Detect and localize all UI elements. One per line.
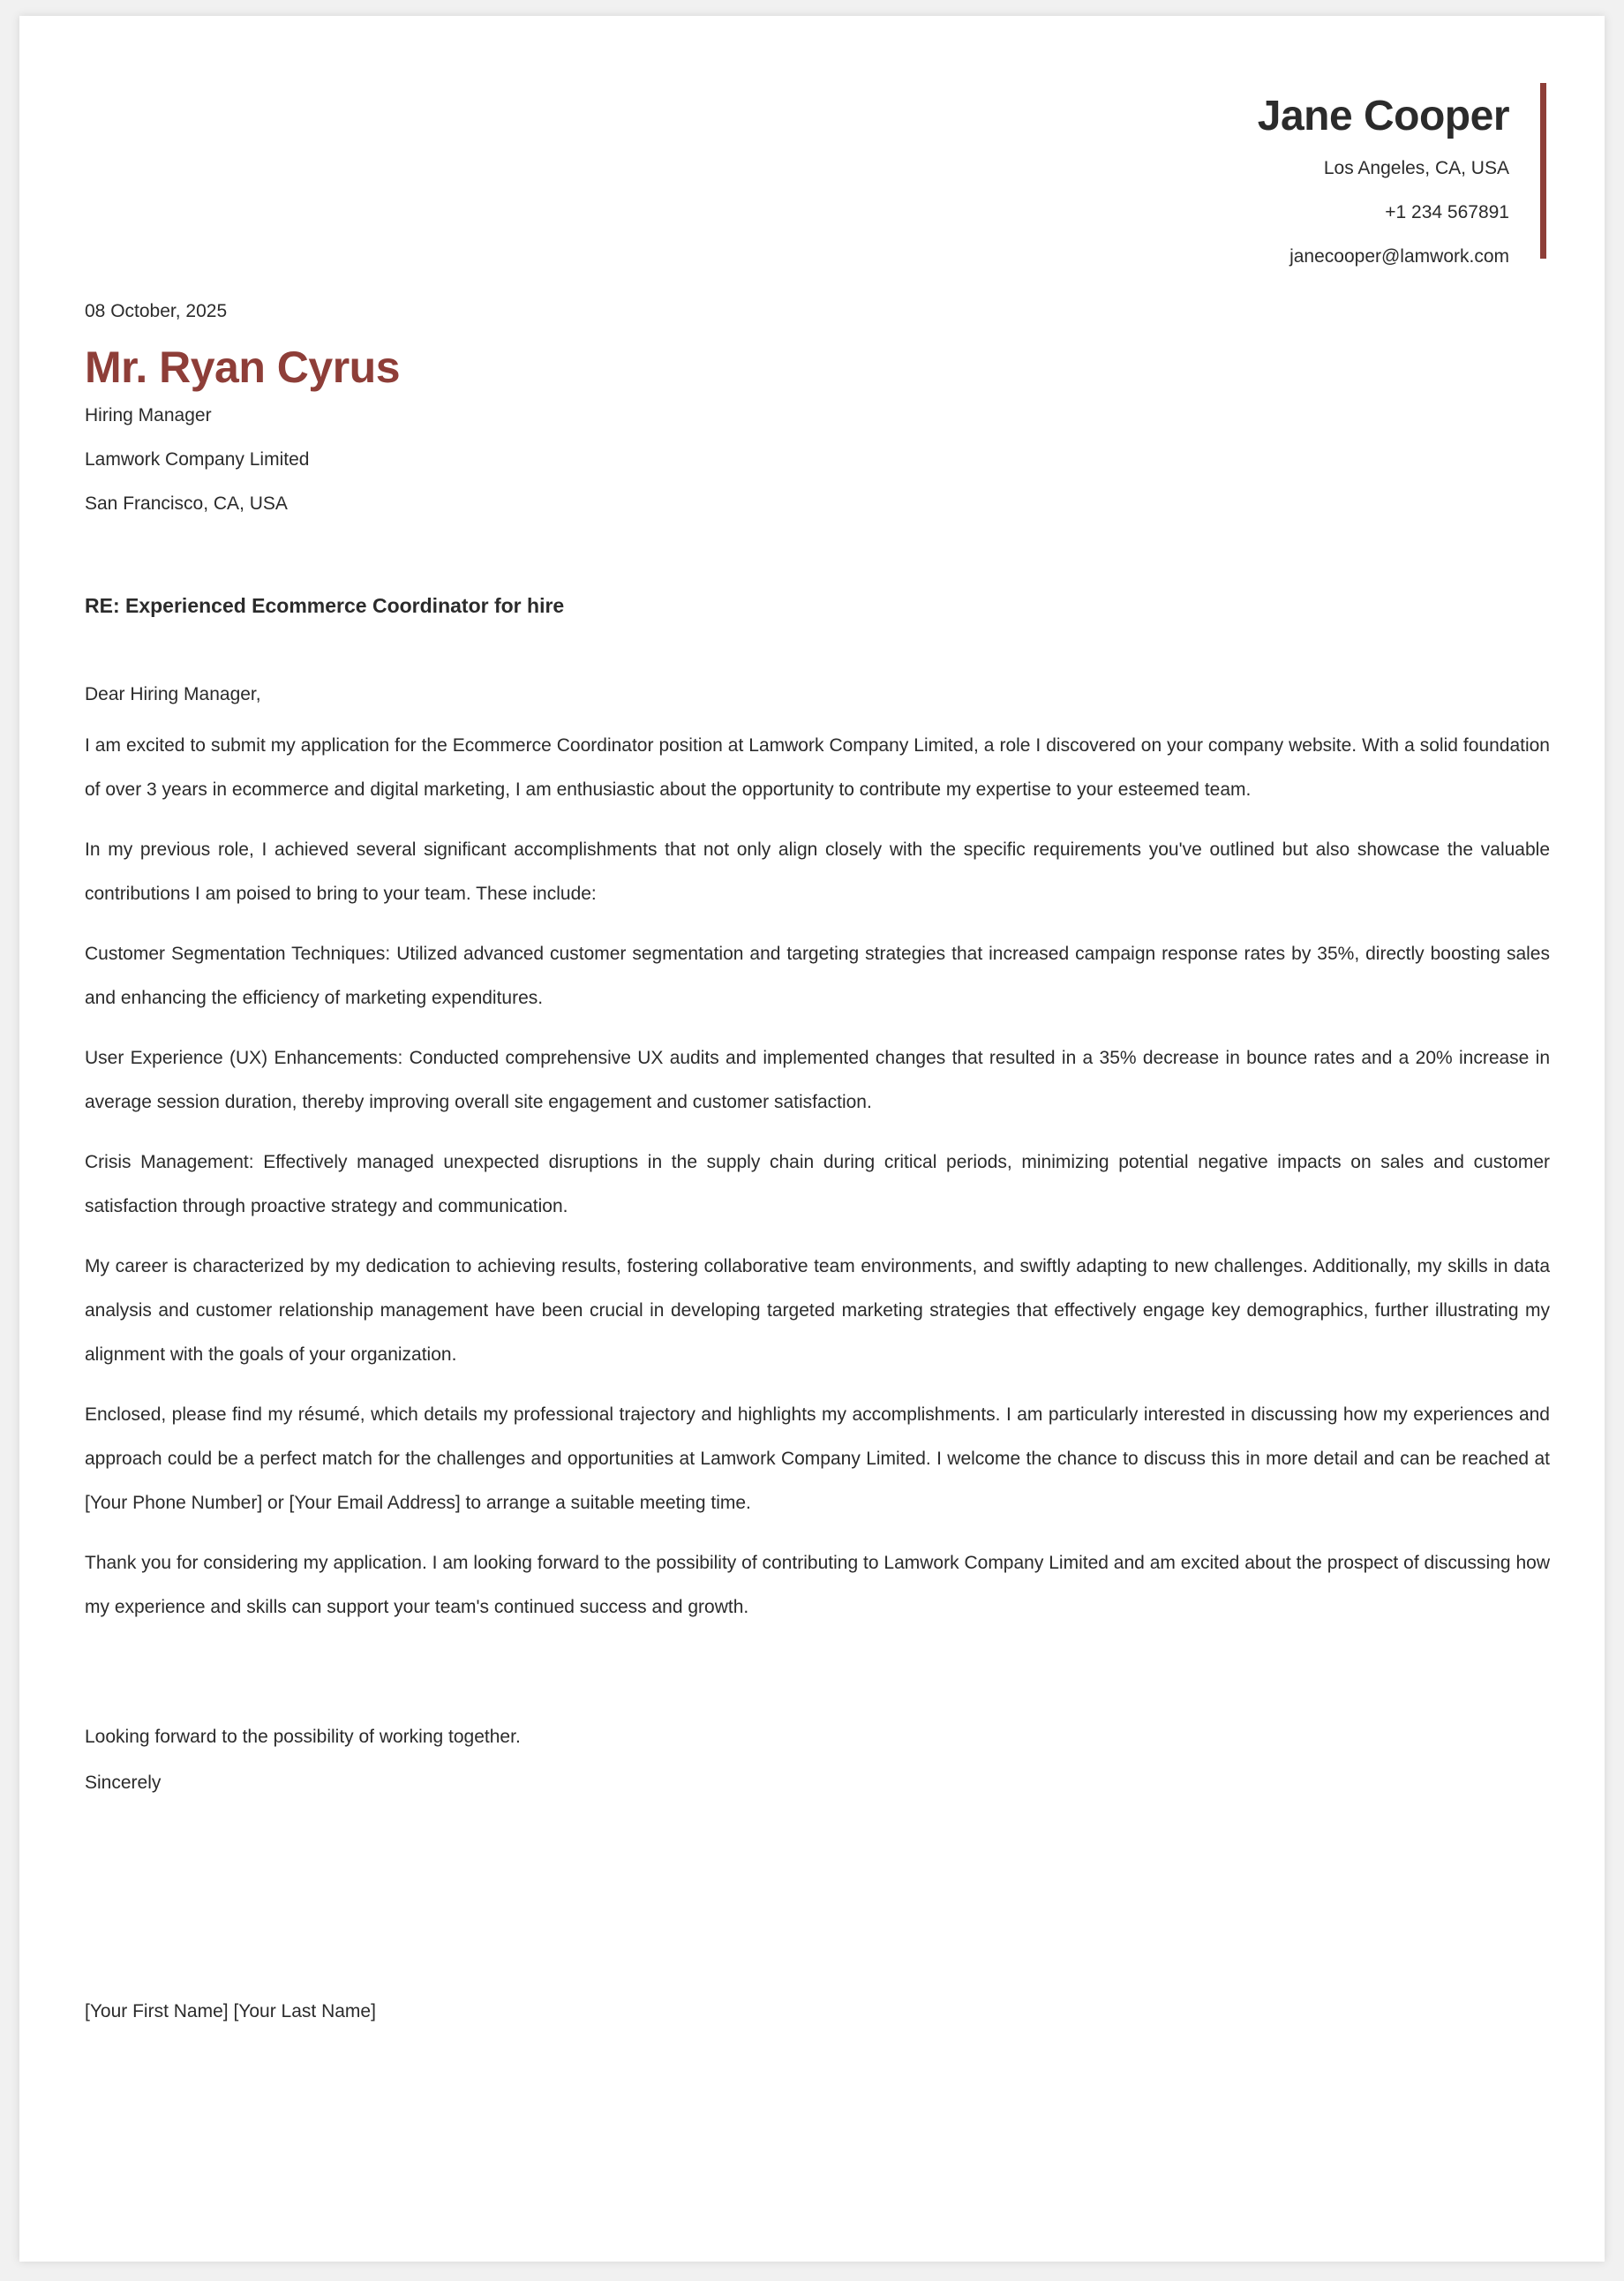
- subject-line: RE: Experienced Ecommerce Coordinator for hire: [85, 594, 565, 617]
- recipient-title: Hiring Manager: [85, 405, 212, 425]
- letter-date: 08 October, 2025: [85, 301, 228, 321]
- paragraph: User Experience (UX) Enhancements: Conducted comprehensive UX audits and implemented changes that resulted in a 35% decrease in bounce rates and a 20% increase in average session duration, thereby improving overall site engagement and customer satisfaction.: [85, 1048, 1550, 1112]
- paragraph: Crisis Management: Effectively managed unexpected disruptions in the supply chain during critical periods, minimizing potential negative impacts on sales and customer satisfaction through proactive strategy and communication.: [85, 1152, 1550, 1216]
- salutation: Dear Hiring Manager,: [85, 684, 261, 704]
- paragraph: My career is characterized by my dedication to achieving results, fostering collaborative team environments, and swiftly adapting to new challenges. Additionally, my skills in data analysis and customer relationship management have been crucial in developing targeted marketing strategies that effectively engage key demographics, further illustrating my alignment with the goals of your organization.: [85, 1256, 1550, 1365]
- paragraph: Enclosed, please find my résumé, which details my professional trajectory and highlights my accomplishments. I am particularly interested in discussing how my experiences and approach could be a perfect match for the challenges and opportunities at Lamwork Company Limited. I welcome the chance to discuss this in more detail and can be reached at [Your Phone Number] or [Your Email Address] to arrange a suitable meeting time.: [85, 1404, 1550, 1513]
- closing-line: Looking forward to the possibility of working together.: [85, 1727, 521, 1747]
- signature-name: [Your First Name] [Your Last Name]: [85, 2001, 376, 2021]
- recipient-company: Lamwork Company Limited: [85, 449, 310, 470]
- paragraph: Thank you for considering my application. I am looking forward to the possibility of contributing to Lamwork Company Limited and am excited about the prospect of discussing how my experience and skills can support your team's continued success and growth.: [85, 1553, 1550, 1617]
- sender-name: Jane Cooper: [1257, 93, 1509, 139]
- paragraph: Customer Segmentation Techniques: Utilized advanced customer segmentation and targeting strategies that increased campaign response rates by 35%, directly boosting sales and enhancing the efficiency of marketing expenditures.: [85, 944, 1550, 1008]
- sender-phone: +1 234 567891: [1385, 202, 1509, 222]
- accent-bar: [1540, 83, 1546, 259]
- letter-page: [19, 16, 1605, 2262]
- sender-location: Los Angeles, CA, USA: [1323, 158, 1509, 178]
- paragraph: In my previous role, I achieved several significant accomplishments that not only align closely with the specific requirements you've outlined but also showcase the valuable contributions I am poised to bring to your team. These include:: [85, 839, 1550, 904]
- recipient-location: San Francisco, CA, USA: [85, 493, 288, 514]
- letter-body: [85, 298, 1550, 2025]
- closing-block: [85, 1714, 1550, 1806]
- paragraph: I am excited to submit my application for the Ecommerce Coordinator position at Lamwork Company Limited, a role I discovered on your company website. With a solid foundation of over 3 years in ecommerce and digital marketing, I am enthusiastic about the opportunity to contribute my expertise to your esteemed team.: [85, 735, 1550, 800]
- signoff: Sincerely: [85, 1773, 162, 1793]
- sender-info: [1258, 83, 1509, 279]
- recipient-name: Mr. Ryan Cyrus: [85, 343, 401, 392]
- sender-email: janecooper@lamwork.com: [1289, 246, 1509, 267]
